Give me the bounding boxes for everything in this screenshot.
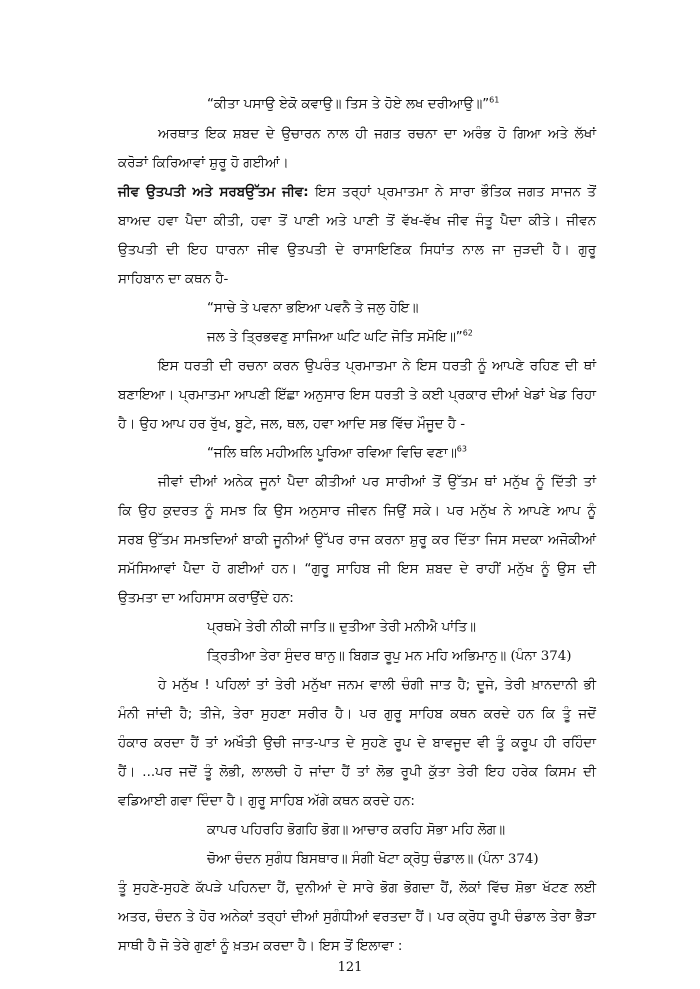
- section-heading: ਜੀਵ ਉਤਪਤੀ ਅਤੇ ਸਰਬਉੱਤਮ ਜੀਵ:: [118, 185, 309, 200]
- paragraph-line: ਸਮੱਸਿਆਵਾਂ ਪੈਦਾ ਹੋ ਗਈਆਂ ਹਨ। “ਗੁਰੂ ਸਾਹਿਬ ਜੀ ਇਸ ਸ਼ਬਦ ਦੇ ਰਾਹੀਂ ਮਨੁੱਖ ਨੂੰ ਉਸ ਦੀ: [118, 562, 596, 577]
- paragraph-line: ਉਤਪਤੀ ਦੀ ਇਹ ਧਾਰਨਾ ਜੀਵ ਉਤਪਤੀ ਦੇ ਰਾਸਾਇਣਿਕ ਸਿਧਾਂਤ ਨਾਲ ਜਾ ਜੁੜਦੀ ਹੈ। ਗੁਰੂ: [118, 243, 596, 258]
- verse-reference: (ਪੰਨਾ 374): [510, 649, 572, 664]
- footnote-ref: 61: [489, 95, 500, 105]
- verse-1-line1: ਪ੍ਰਥਮੇ ਤੇਰੀ ਨੀਕੀ ਜਾਤਿ॥ ਦੁਤੀਆ ਤੇਰੀ ਮਨੀਐ ਪਾਂਤਿ॥: [207, 620, 476, 635]
- paragraph-line: ਬਾਅਦ ਹਵਾ ਪੈਦਾ ਕੀਤੀ, ਹਵਾ ਤੋਂ ਪਾਣੀ ਅਤੇ ਪਾਣੀ ਤੋਂ ਵੱਖ-ਵੱਖ ਜੀਵ ਜੰਤੂ ਪੈਦਾ ਕੀਤੇ। ਜੀਵਨ: [118, 214, 596, 229]
- verse-1-line2: ਤ੍ਰਿਤੀਆ ਤੇਰਾ ਸੁੰਦਰ ਥਾਨੁ॥ ਬਿਗੜ ਰੂਪੁ ਮਨ ਮਹਿ ਅਭਿਮਾਨੁ॥ (ਪੰਨਾ 374): [207, 649, 572, 664]
- paragraph-line: ਉਤਮਤਾ ਦਾ ਅਹਿਸਾਸ ਕਰਾਉਂਦੇ ਹਨ:: [118, 591, 294, 606]
- section-heading-line: ਜੀਵ ਉਤਪਤੀ ਅਤੇ ਸਰਬਉੱਤਮ ਜੀਵ: ਇਸ ਤਰ੍ਹਾਂ ਪ੍ਰਮਾਤਮਾ ਨੇ ਸਾਰਾ ਭੌਤਿਕ ਜਗਤ ਸਾਜਨ ਤੋਂ: [118, 185, 596, 200]
- paragraph-line: ਹੈਂ। ...ਪਰ ਜਦੋਂ ਤੂੰ ਲੋਭੀ, ਲਾਲਚੀ ਹੋ ਜਾਂਦਾ ਹੈਂ ਤਾਂ ਲੋਭ ਰੂਪੀ ਕੁੱਤਾ ਤੇਰੀ ਇਹ ਹਰੇਕ ਕਿਸਮ ਦੀ: [118, 765, 596, 780]
- paragraph-line: ਕਿ ਉਹ ਕੁਦਰਤ ਨੂੰ ਸਮਝ ਕਿ ਉਸ ਅਨੁਸਾਰ ਜੀਵਨ ਜਿਉਂ ਸਕੇ। ਪਰ ਮਨੁੱਖ ਨੇ ਆਪਣੇ ਆਪ ਨੂੰ: [118, 504, 596, 519]
- paragraph-line: ਤੂੰ ਸੁਹਣੇ-ਸੁਹਣੇ ਕੱਪੜੇ ਪਹਿਨਦਾ ਹੈਂ, ਦੁਨੀਆਂ ਦੇ ਸਾਰੇ ਭੋਗ ਭੋਗਦਾ ਹੈਂ, ਲੋਕਾਂ ਵਿੱਚ ਸ਼ੋਭਾ ਖੱਟਣ ਲਈ: [118, 881, 596, 896]
- paragraph-line: ਜੀਵਾਂ ਦੀਆਂ ਅਨੇਕ ਜੂਨਾਂ ਪੈਦਾ ਕੀਤੀਆਂ ਪਰ ਸਾਰੀਆਂ ਤੋਂ ਉੱਤਮ ਥਾਂ ਮਨੁੱਖ ਨੂੰ ਦਿੱਤੀ ਤਾਂ: [158, 475, 596, 490]
- paragraph-line: ਅਰਥਾਤ ਇਕ ਸ਼ਬਦ ਦੇ ਉਚਾਰਨ ਨਾਲ ਹੀ ਜਗਤ ਰਚਨਾ ਦਾ ਅਰੰਭ ਹੋ ਗਿਆ ਅਤੇ ਲੱਖਾਂ: [158, 127, 596, 142]
- quote-gurbani-2-line1: “ਸਾਚੇ ਤੇ ਪਵਨਾ ਭਇਆ ਪਵਨੈ ਤੇ ਜਲੁ ਹੋਇ॥: [207, 301, 419, 316]
- verse-2-line1: ਕਾਪਰ ਪਹਿਰਹਿ ਭੋਗਹਿ ਭੋਗ॥ ਆਚਾਰ ਕਰਹਿ ਸੋਭਾ ਮਹਿ ਲੋਗ॥: [207, 823, 505, 838]
- quote-gurbani-3: “ਜਲਿ ਥਲਿ ਮਹੀਅਲਿ ਪੂਰਿਆ ਰਵਿਆ ਵਿਚਿ ਵਣਾ॥$^{63}$: [207, 444, 467, 461]
- paragraph-line: ਸਰਬ ਉੱਤਮ ਸਮਝਦਿਆਂ ਬਾਕੀ ਜੂਨੀਆਂ ਉੱਪਰ ਰਾਜ ਕਰਨਾ ਸ਼ੁਰੂ ਕਰ ਦਿੱਤਾ ਜਿਸ ਸਦਕਾ ਅਜੋਕੀਆਂ: [118, 533, 596, 548]
- verse-2-line2: ਚੋਆ ਚੰਦਨ ਸੁਗੰਧ ਬਿਸਥਾਰ॥ ਸੰਗੀ ਖੋਟਾ ਕ੍ਰੋਧੁ ਚੰਡਾਲ॥ (ਪੰਨਾ 374): [207, 852, 539, 867]
- footnote-ref: 62: [462, 328, 473, 338]
- paragraph-line: ਇਸ ਧਰਤੀ ਦੀ ਰਚਨਾ ਕਰਨ ਉਪਰੰਤ ਪ੍ਰਮਾਤਮਾ ਨੇ ਇਸ ਧਰਤੀ ਨੂੰ ਆਪਣੇ ਰਹਿਣ ਦੀ ਥਾਂ: [158, 359, 596, 374]
- quote-gurbani-2-line2: ਜਲ ਤੇ ਤ੍ਰਿਭਵਣੁ ਸਾਜਿਆ ਘਟਿ ਘਟਿ ਜੋਤਿ ਸਮੋਇ॥”$^{62}$: [207, 328, 473, 345]
- paragraph-line: ਹੈ। ਉਹ ਆਪ ਹਰ ਰੁੱਖ, ਬੂਟੇ, ਜਲ, ਥਲ, ਹਵਾ ਆਦਿ ਸਭ ਵਿੱਚ ਮੌਜੂਦ ਹੈ -: [118, 417, 466, 432]
- paragraph-line: ਹੇ ਮਨੁੱਖ ! ਪਹਿਲਾਂ ਤਾਂ ਤੇਰੀ ਮਨੁੱਖਾ ਜਨਮ ਵਾਲੀ ਚੰਗੀ ਜਾਤ ਹੈ; ਦੂਜੇ, ਤੇਰੀ ਖ਼ਾਨਦਾਨੀ ਭੀ: [158, 678, 596, 693]
- quote-gurbani-1: “ਕੀਤਾ ਪਸਾਉ ਏਕੋ ਕਵਾਉ॥ ਤਿਸ ਤੇ ਹੋਏ ਲਖ ਦਰੀਆਉ॥”$^{61}$: [207, 95, 500, 112]
- footnote-ref: 63: [456, 444, 467, 454]
- paragraph-line: ਵਡਿਆਈ ਗਵਾ ਦਿੰਦਾ ਹੈ। ਗੁਰੂ ਸਾਹਿਬ ਅੱਗੇ ਕਥਨ ਕਰਦੇ ਹਨ:: [118, 794, 415, 809]
- paragraph-line: ਮੰਨੀ ਜਾਂਦੀ ਹੈ; ਤੀਜੇ, ਤੇਰਾ ਸੁਹਣਾ ਸਰੀਰ ਹੈ। ਪਰ ਗੁਰੂ ਸਾਹਿਬ ਕਥਨ ਕਰਦੇ ਹਨ ਕਿ ਤੂੰ ਜਦੋਂ: [118, 707, 596, 722]
- page-number: 121: [337, 960, 363, 975]
- paragraph-line: ਸਾਹਿਬਾਨ ਦਾ ਕਥਨ ਹੈ-: [118, 272, 229, 287]
- verse-reference: (ਪੰਨਾ 374): [477, 852, 539, 867]
- paragraph-line: ਅਤਰ, ਚੰਦਨ ਤੇ ਹੋਰ ਅਨੇਕਾਂ ਤਰ੍ਹਾਂ ਦੀਆਂ ਸੁਗੰਧੀਆਂ ਵਰਤਦਾ ਹੈਂ। ਪਰ ਕ੍ਰੋਧ ਰੂਪੀ ਚੰਡਾਲ ਤੇਰਾ ਭੈੜਾ: [118, 910, 596, 925]
- paragraph-line: ਹੰਕਾਰ ਕਰਦਾ ਹੈਂ ਤਾਂ ਅਖੌਤੀ ਉਚੀ ਜਾਤ-ਪਾਤ ਦੇ ਸੁਹਣੇ ਰੂਪ ਦੇ ਬਾਵਜੂਦ ਵੀ ਤੂੰ ਕਰੂਪ ਹੀ ਰਹਿੰਦਾ: [118, 736, 596, 751]
- paragraph-line: ਕਰੋੜਾਂ ਕਿਰਿਆਵਾਂ ਸ਼ੁਰੂ ਹੋ ਗਈਆਂ।: [118, 156, 289, 171]
- paragraph-line: ਸਾਥੀ ਹੈ ਜੋ ਤੇਰੇ ਗੁਣਾਂ ਨੂੰ ਖ਼ਤਮ ਕਰਦਾ ਹੈ। ਇਸ ਤੋਂ ਇਲਾਵਾ :: [118, 939, 403, 954]
- paragraph-line: ਬਣਾਇਆ। ਪ੍ਰਮਾਤਮਾ ਆਪਣੀ ਇੱਛਾ ਅਨੁਸਾਰ ਇਸ ਧਰਤੀ ਤੇ ਕਈ ਪ੍ਰਕਾਰ ਦੀਆਂ ਖੇਡਾਂ ਖੇਡ ਰਿਹਾ: [118, 388, 596, 403]
